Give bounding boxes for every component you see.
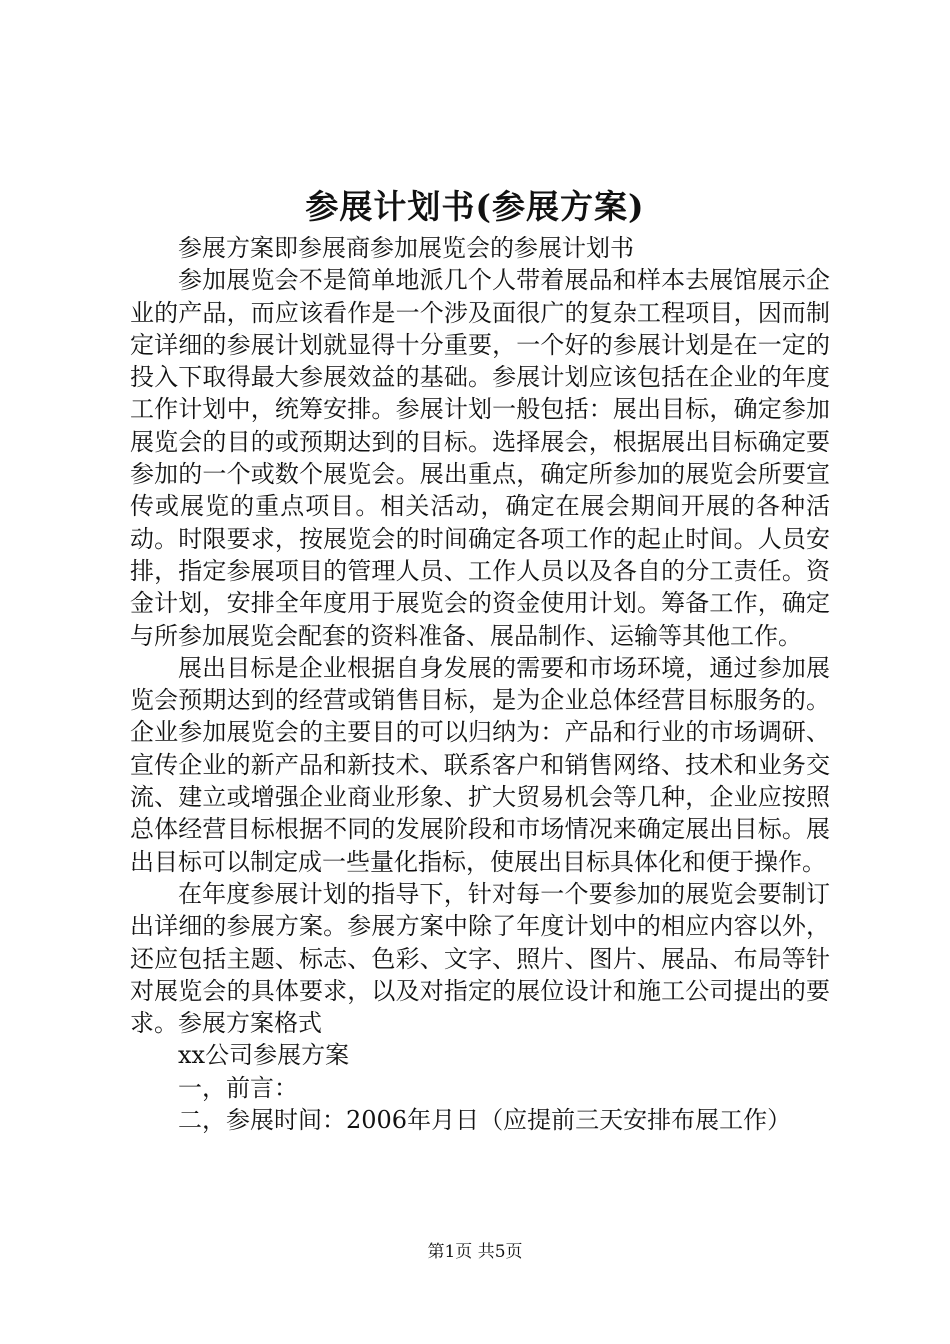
document-title: 参展计划书(参展方案) [305,187,645,226]
paragraph-plan-overview: 参加展览会不是简单地派几个人带着展品和样本去展馆展示企业的产品，而应该看作是一个涉及面很广的复杂工程项目，因而制定详细的参展计划就显得十分重要，一个好的参展计划是在一定的投入下取得最大参展效益的基础。参展计划应该包括在企业的年度工作计划中，统筹安排。参展计划一般包括：展出目标，确定参加展览会的目的或预期达到的目标。选择展会，根据展出目标确定要参加的一个或数个展览会。展出重点，确定所参加的展览会所要宣传或展览的重点项目。相关活动，确定在展会期间开展的各种活动。时限要求，按展览会的时间确定各项工作的起止时间。人员安排，指定参展项目的管理人员、工作人员以及各自的分工责任。资金计划，安排全年度用于展览会的资金使用计划。筹备工作，确定与所参加展览会配套的资料准备、展品制作、运输等其他工作。 [130,266,830,650]
page-number-footer: 第1页 共5页 [427,1242,523,1262]
paragraph-section-preface: 一，前言： [178,1073,298,1102]
paragraph-section-time: 二，参展时间：2006年月日（应提前三天安排布展工作） [178,1106,792,1135]
document-body [130,232,830,1136]
paragraph-exhibit-scheme: 在年度参展计划的指导下，针对每一个要参加的展览会要制订出详细的参展方案。参展方案中除了年度计划中的相应内容以外，还应包括主题、标志、色彩、文字、照片、图片、展品、布局等针对展览会的具体要求，以及对指定的展位设计和施工公司提出的要求。参展方案格式 [130,879,830,1038]
paragraph-intro: 参展方案即参展商参加展览会的参展计划书 [178,234,634,262]
paragraph-exhibit-goals: 展出目标是企业根据自身发展的需要和市场环境，通过参加展览会预期达到的经营或销售目标，是为企业总体经营目标服务的。企业参加展览会的主要目的可以归纳为：产品和行业的市场调研、宣传企业的新产品和新技术、联系客户和销售网络、技术和业务交流、建立或增强企业商业形象、扩大贸易机会等几种，企业应按照总体经营目标根据不同的发展阶段和市场情况来确定展出目标。展出目标可以制定成一些量化指标，使展出目标具体化和便于操作。 [130,653,830,876]
paragraph-scheme-heading: xx公司参展方案 [178,1041,350,1070]
